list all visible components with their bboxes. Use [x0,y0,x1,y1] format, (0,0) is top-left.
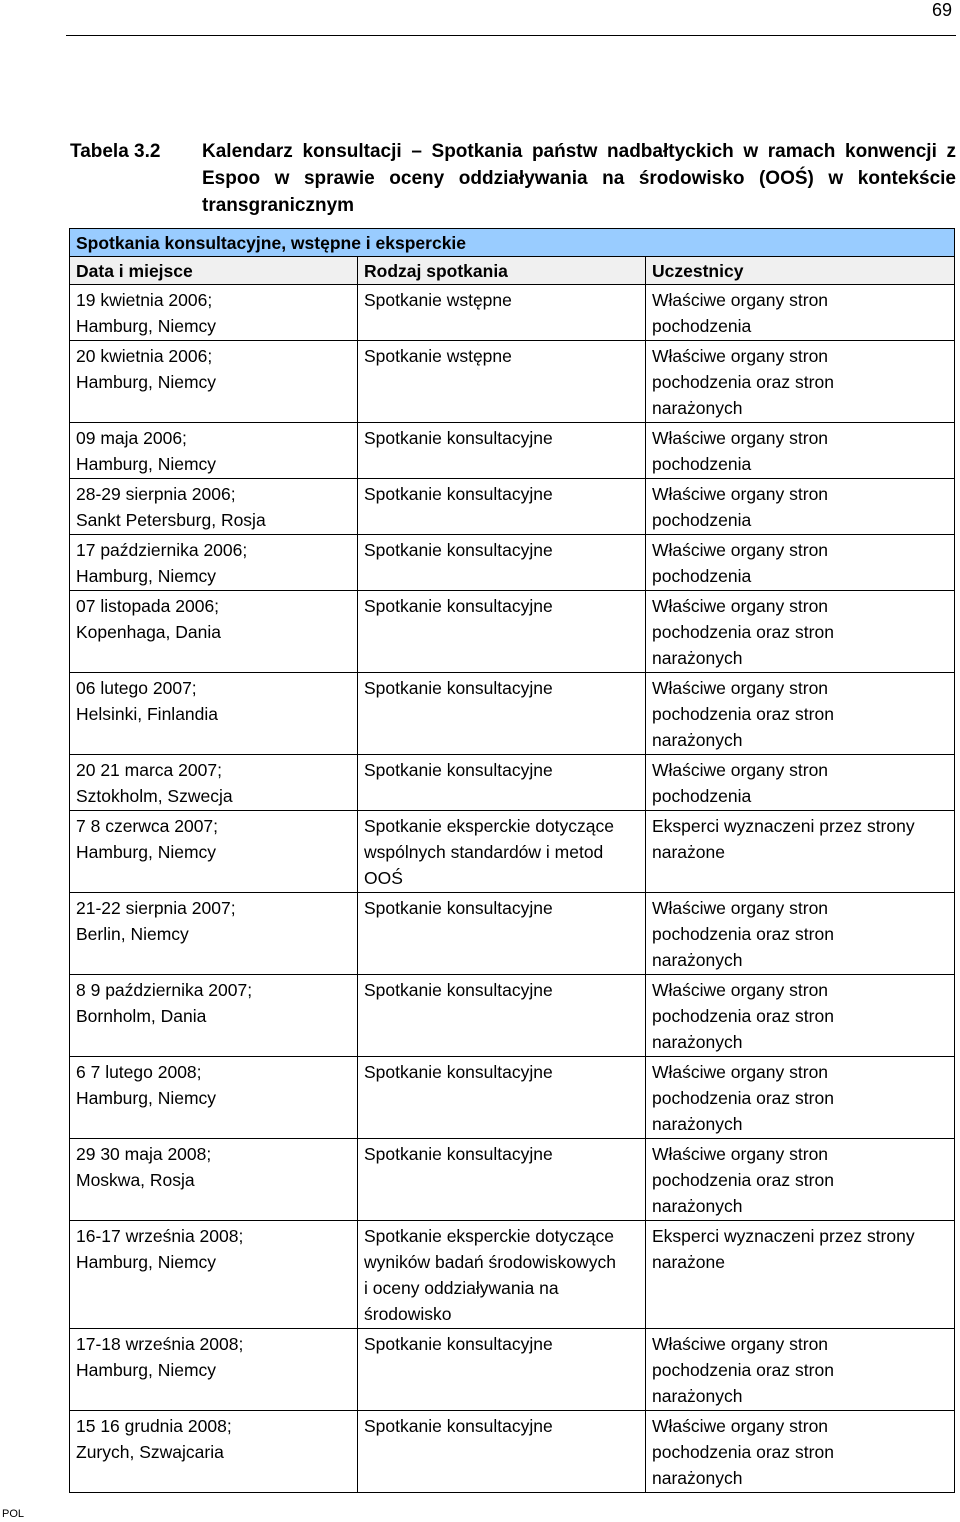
meeting-type-cell [358,1221,646,1329]
meeting-date: 21-22 sierpnia 2007; [76,898,236,918]
participants-cell [646,893,955,975]
date-place-cell [70,1329,358,1411]
participants-line: pochodzenia [652,454,752,474]
participants-cell [646,673,955,755]
meeting-place: Zurych, Szwajcaria [76,1442,224,1462]
participants-line: Eksperci wyznaczeni przez strony [652,816,915,836]
participants-cell [646,1139,955,1221]
meeting-place: Kopenhaga, Dania [76,622,221,642]
date-place-cell [70,975,358,1057]
column-header-row [70,257,955,285]
meeting-type-line: Spotkanie konsultacyjne [364,1334,553,1354]
participants-line: pochodzenia [652,510,752,530]
participants-cell [646,341,955,423]
meeting-type-line: Spotkanie konsultacyjne [364,1062,553,1082]
participants-line: Właściwe organy stron [652,1334,829,1354]
section-header: Spotkania konsultacyjne, wstępne i eksperckie [70,229,955,257]
participants-line: pochodzenia oraz stron [652,1006,834,1026]
meeting-place: Hamburg, Niemcy [76,1360,217,1380]
participants-line: Właściwe organy stron [652,678,829,698]
meeting-type-line: Spotkanie konsultacyjne [364,596,553,616]
table-row [70,591,955,673]
meeting-type-line: Spotkanie eksperckie dotyczące [364,1226,614,1246]
meeting-place: Hamburg, Niemcy [76,1088,217,1108]
table-row [70,1139,955,1221]
participants-line: narażonych [652,730,743,750]
meeting-date: 20 21 marca 2007; [76,760,222,780]
participants-cell [646,535,955,591]
participants-cell [646,1329,955,1411]
participants-line: narażone [652,842,725,862]
date-place-cell [70,591,358,673]
column-header-type: Rodzaj spotkania [358,257,646,285]
table-row [70,673,955,755]
participants-cell [646,755,955,811]
meeting-type-cell [358,755,646,811]
meeting-type-cell [358,285,646,341]
meeting-date: 7 8 czerwca 2007; [76,816,219,836]
table-row [70,755,955,811]
table-row [70,1411,955,1493]
meeting-type-cell [358,1411,646,1493]
meeting-type-line: Spotkanie konsultacyjne [364,540,553,560]
page-number: 69 [931,0,952,20]
participants-cell [646,1221,955,1329]
participants-cell [646,285,955,341]
participants-line: narażonych [652,1032,743,1052]
participants-line: pochodzenia [652,786,752,806]
date-place-cell [70,673,358,755]
footer-language-code: POL [2,1508,25,1520]
meeting-date: 09 maja 2006; [76,428,187,448]
date-place-cell [70,423,358,479]
meeting-date: 29 30 maja 2008; [76,1144,212,1164]
participants-line: Właściwe organy stron [652,346,829,366]
participants-cell [646,1057,955,1139]
date-place-cell [70,1057,358,1139]
participants-line: Właściwe organy stron [652,1062,829,1082]
participants-cell [646,975,955,1057]
participants-cell [646,1411,955,1493]
meeting-type-line: wyników badań środowiskowych [364,1252,616,1272]
meeting-date: 06 lutego 2007; [76,678,197,698]
meeting-type-cell [358,1139,646,1221]
meeting-date: 20 kwietnia 2006; [76,346,213,366]
meeting-place: Sztokholm, Szwecja [76,786,233,806]
meeting-type-line: Spotkanie konsultacyjne [364,1144,553,1164]
meeting-type-line: i oceny oddziaływania na [364,1278,559,1298]
table-row [70,975,955,1057]
meeting-date: 28-29 sierpnia 2006; [76,484,236,504]
meeting-type-cell [358,341,646,423]
meeting-place: Hamburg, Niemcy [76,316,217,336]
caption-label: Tabela 3.2 [70,141,161,162]
meeting-type-line: Spotkanie konsultacyjne [364,760,553,780]
date-place-cell [70,811,358,893]
date-place-cell [70,479,358,535]
participants-line: narażonych [652,398,743,418]
meeting-date: 8 9 października 2007; [76,980,253,1000]
meeting-date: 6 7 lutego 2008; [76,1062,202,1082]
meeting-date: 16-17 września 2008; [76,1226,244,1246]
table-row [70,479,955,535]
section-header-row [70,229,955,257]
meeting-type-line: Spotkanie konsultacyjne [364,428,553,448]
participants-line: pochodzenia [652,566,752,586]
date-place-cell [70,1221,358,1329]
caption-text: Kalendarz konsultacji – Spotkania państw nadbałtyckich w ramach konwencji z Espoo w sprawie oceny oddziaływania na środowisko (OOŚ) w kontekście transgranicznym [202,141,956,216]
participants-cell [646,423,955,479]
date-place-cell [70,535,358,591]
participants-line: Właściwe organy stron [652,596,829,616]
meeting-type-line: Spotkanie eksperckie dotyczące [364,816,614,836]
participants-line: pochodzenia oraz stron [652,372,834,392]
meeting-date: 17 października 2006; [76,540,248,560]
participants-line: Właściwe organy stron [652,428,829,448]
participants-line: Właściwe organy stron [652,1144,829,1164]
table-row [70,535,955,591]
participants-line: Właściwe organy stron [652,980,829,1000]
table-row [70,285,955,341]
meeting-place: Helsinki, Finlandia [76,704,219,724]
meeting-place: Hamburg, Niemcy [76,842,217,862]
participants-cell [646,811,955,893]
participants-line: Właściwe organy stron [652,484,829,504]
meeting-type-cell [358,1057,646,1139]
table-row [70,811,955,893]
meeting-type-line: Spotkanie wstępne [364,290,512,310]
meeting-type-line: Spotkanie konsultacyjne [364,678,553,698]
participants-line: Właściwe organy stron [652,760,829,780]
meeting-place: Hamburg, Niemcy [76,566,217,586]
column-header-participants: Uczestnicy [646,257,955,285]
participants-line: narażonych [652,1468,743,1488]
participants-line: Właściwe organy stron [652,898,829,918]
meeting-place: Bornholm, Dania [76,1006,207,1026]
date-place-cell [70,1139,358,1221]
date-place-cell [70,285,358,341]
participants-line: narażonych [652,950,743,970]
table-row [70,1057,955,1139]
meeting-type-cell [358,1329,646,1411]
participants-line: pochodzenia oraz stron [652,622,834,642]
participants-line: Właściwe organy stron [652,540,829,560]
date-place-cell [70,1411,358,1493]
table-row [70,1221,955,1329]
meeting-type-line: OOŚ [364,868,403,888]
meeting-type-cell [358,893,646,975]
meeting-place: Berlin, Niemcy [76,924,189,944]
participants-line: Właściwe organy stron [652,1416,829,1436]
participants-line: Eksperci wyznaczeni przez strony [652,1226,915,1246]
participants-line: pochodzenia oraz stron [652,1442,834,1462]
meeting-place: Sankt Petersburg, Rosja [76,510,266,530]
meeting-type-line: Spotkanie konsultacyjne [364,980,553,1000]
meeting-date: 17-18 września 2008; [76,1334,244,1354]
meeting-date: 07 listopada 2006; [76,596,220,616]
participants-line: pochodzenia oraz stron [652,1170,834,1190]
participants-line: pochodzenia oraz stron [652,704,834,724]
meeting-place: Hamburg, Niemcy [76,372,217,392]
date-place-cell [70,893,358,975]
meeting-type-line: Spotkanie wstępne [364,346,512,366]
meeting-type-cell [358,673,646,755]
meeting-type-line: wspólnych standardów i metod [364,842,604,862]
participants-cell [646,591,955,673]
participants-line: pochodzenia oraz stron [652,924,834,944]
meeting-date: 15 16 grudnia 2008; [76,1416,232,1436]
meeting-type-line: środowisko [364,1304,452,1324]
participants-line: pochodzenia oraz stron [652,1360,834,1380]
participants-cell [646,479,955,535]
meeting-type-cell [358,591,646,673]
meeting-type-cell [358,479,646,535]
meeting-type-cell [358,423,646,479]
meeting-date: 19 kwietnia 2006; [76,290,213,310]
participants-line: narażonych [652,648,743,668]
meeting-type-cell [358,811,646,893]
participants-line: narażonych [652,1196,743,1216]
meeting-type-cell [358,975,646,1057]
header-rule [66,35,956,36]
table-row [70,1329,955,1411]
meeting-type-cell [358,535,646,591]
table-row [70,423,955,479]
column-header-date: Data i miejsce [70,257,358,285]
meeting-type-line: Spotkanie konsultacyjne [364,484,553,504]
meeting-place: Hamburg, Niemcy [76,1252,217,1272]
table-row [70,341,955,423]
participants-line: pochodzenia [652,316,752,336]
table-row [70,893,955,975]
date-place-cell [70,341,358,423]
participants-line: narażone [652,1252,725,1272]
meeting-place: Moskwa, Rosja [76,1170,195,1190]
participants-line: narażonych [652,1114,743,1134]
participants-line: narażonych [652,1386,743,1406]
meeting-place: Hamburg, Niemcy [76,454,217,474]
participants-line: Właściwe organy stron [652,290,829,310]
meeting-type-line: Spotkanie konsultacyjne [364,1416,553,1436]
participants-line: pochodzenia oraz stron [652,1088,834,1108]
date-place-cell [70,755,358,811]
consultation-calendar-table [69,228,955,1493]
meeting-type-line: Spotkanie konsultacyjne [364,898,553,918]
